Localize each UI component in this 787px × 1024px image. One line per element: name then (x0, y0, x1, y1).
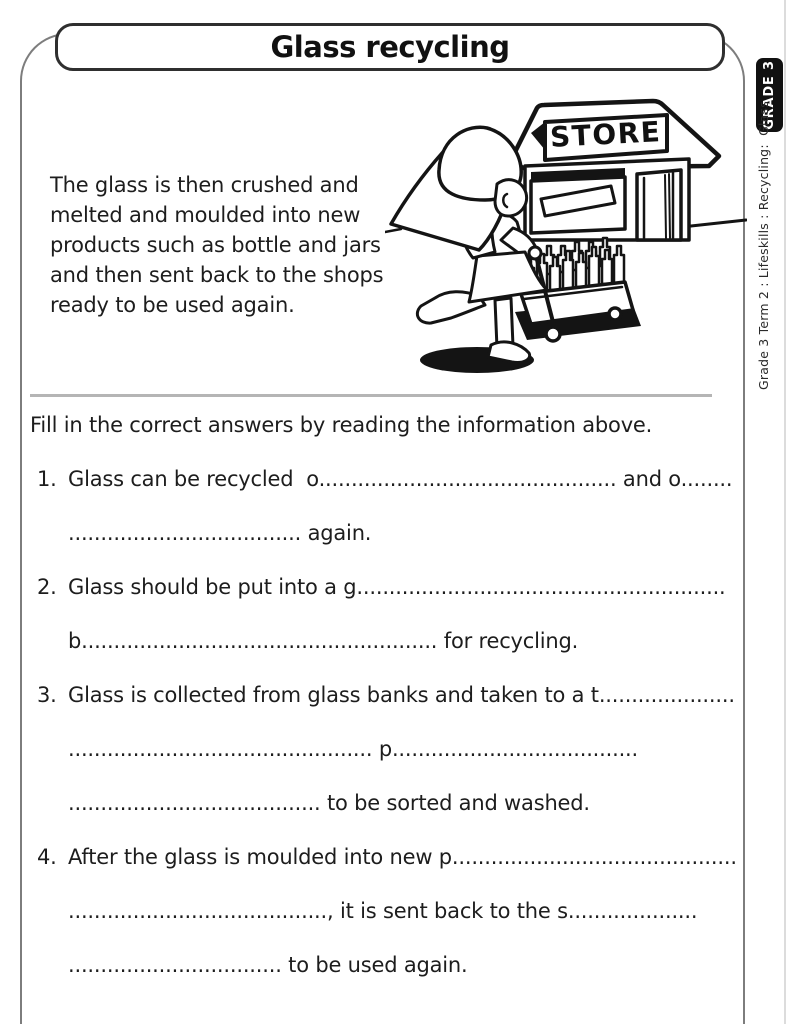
question-number: 1. (37, 467, 57, 491)
question-2 (30, 560, 745, 668)
grade-badge: GRADE 3 (756, 58, 783, 132)
question-line: After the glass is moulded into new p............................................ (68, 845, 737, 869)
question-3 (30, 668, 745, 830)
side-caption: Grade 3 Term 2 : Lifeskills : Recycling: Glass (756, 101, 771, 390)
section-divider (30, 394, 712, 397)
question-1 (30, 452, 745, 560)
question-line: Glass can be recycled o.............................................. and o........ (68, 467, 733, 491)
wagon-wheel-back (609, 308, 621, 320)
intro-line: ready to be used again. (50, 293, 295, 317)
girl-hand (529, 247, 541, 259)
question-line: Glass should be put into a g......................................................... (68, 575, 726, 599)
intro-line: products such as bottle and jars (50, 233, 381, 257)
page-right-edge (784, 0, 786, 1024)
girl-front-shoe (488, 342, 530, 363)
intro-paragraph (50, 170, 383, 320)
girl-face (495, 180, 527, 216)
door-frame-line (669, 174, 670, 238)
question-line: b....................................................... for recycling. (68, 629, 579, 653)
question-line: ................................. to be used again. (68, 953, 468, 977)
question-4 (30, 830, 745, 992)
page-title: Glass recycling (270, 30, 510, 64)
question-number: 4. (37, 845, 57, 869)
intro-line: The glass is then crushed and (50, 173, 359, 197)
ground-line-left (385, 229, 401, 232)
intro-line: melted and moulded into new (50, 203, 361, 227)
ground-line-right (691, 220, 746, 226)
question-number: 2. (37, 575, 57, 599)
question-line: ........................................, it is sent back to the s.................... (68, 899, 698, 923)
door-frame-line (665, 175, 666, 238)
question-line: ............................................... p...................................... (68, 737, 639, 761)
title-banner (55, 23, 725, 71)
wagon-wheel-front (546, 327, 560, 341)
store-sign-text: STORE (549, 115, 663, 154)
girl-pulling-bottle-cart-to-store-illustration (385, 98, 747, 383)
instruction-text: Fill in the correct answers by reading the information above. (30, 413, 653, 437)
worksheet-section (30, 398, 745, 992)
intro-line: and then sent back to the shops (50, 263, 384, 287)
question-line: ....................................... to be sorted and washed. (68, 791, 590, 815)
question-line: Glass is collected from glass banks and taken to a t..................... (68, 683, 735, 707)
question-line: .................................... again. (68, 521, 372, 545)
question-number: 3. (37, 683, 57, 707)
